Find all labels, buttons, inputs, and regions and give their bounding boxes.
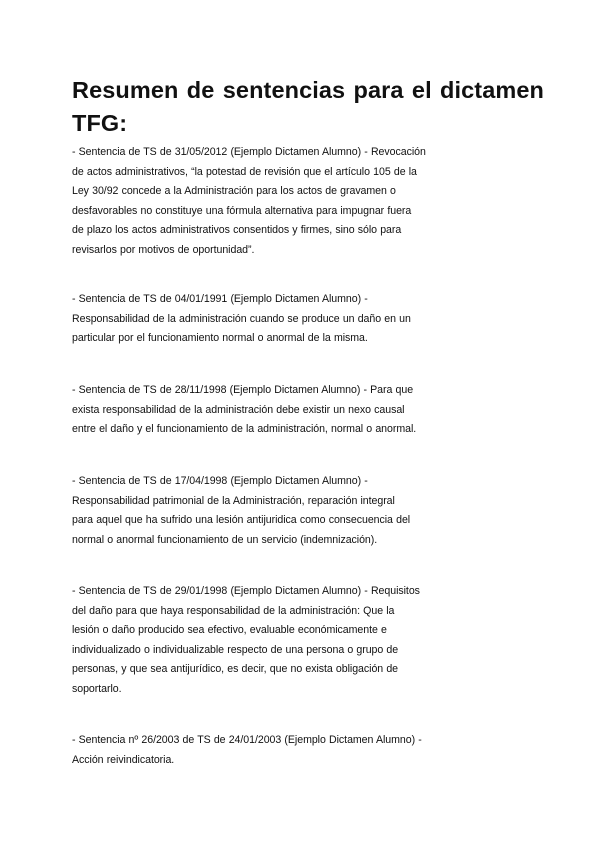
text-line: entre el daño y el funcionamiento de la administración, normal o anormal.: [72, 423, 417, 436]
text-line: desfavorables no constituye una fórmula alternativa para impugnar fuera: [72, 204, 412, 217]
text-line: - Sentencia nº 26/2003 de TS de 24/01/2003 (Ejemplo Dictamen Alumno) -: [72, 734, 422, 746]
text-line: individualizado o individualizable respecto de una persona o grupo de: [72, 643, 399, 656]
text-line: exista responsabilidad de la administración debe existir un nexo causal: [72, 403, 405, 416]
text-line: Responsabilidad patrimonial de la Administración, reparación integral: [72, 494, 395, 507]
text-line: - Sentencia de TS de 28/11/1998 (Ejemplo Dictamen Alumno) - Para que: [72, 384, 414, 396]
sentence-summary-2: [72, 290, 472, 349]
text-line: del daño para que haya responsabilidad de la administración: Que la: [72, 604, 395, 617]
text-line: - Sentencia de TS de 29/01/1998 (Ejemplo Dictamen Alumno) - Requisitos: [72, 585, 420, 597]
text-line: Ley 30/92 concede a la Administración para los actos de gravamen o: [72, 185, 396, 198]
text-line: para aquel que ha sufrido una lesión antijuridica como consecuencia del: [72, 514, 411, 527]
document-title: Resumen de sentencias para el dictamen TFG:: [72, 77, 544, 136]
sentence-summary-3: [72, 381, 472, 440]
text-line: Acción reivindicatoria.: [72, 753, 175, 766]
text-line: personas, y que sea antijurídico, es decir, que no exista obligación de: [72, 663, 399, 676]
sentence-summary-1: [72, 143, 472, 261]
text-line: - Sentencia de TS de 31/05/2012 (Ejemplo Dictamen Alumno) - Revocación: [72, 146, 426, 158]
text-line: de actos administrativos, “la potestad de revisión que el artículo 105 de la: [72, 165, 417, 178]
text-line: particular por el funcionamiento normal o anormal de la misma.: [72, 332, 368, 345]
text-line: soportarlo.: [72, 682, 122, 695]
text-line: lesión o daño producido sea efectivo, evaluable económicamente e: [72, 624, 387, 637]
sentence-summary-6: [72, 731, 472, 770]
text-line: revisarlos por motivos de oportunidad”.: [72, 243, 255, 256]
text-line: - Sentencia de TS de 17/04/1998 (Ejemplo Dictamen Alumno) -: [72, 475, 368, 487]
text-line: Responsabilidad de la administración cuando se produce un daño en un: [72, 312, 411, 325]
text-line: normal o anormal funcionamiento de un servicio (indemnización).: [72, 533, 378, 546]
sentence-summary-5: [72, 582, 472, 700]
text-line: - Sentencia de TS de 04/01/1991 (Ejemplo Dictamen Alumno) -: [72, 293, 368, 305]
sentence-summary-4: [72, 472, 472, 550]
text-line: de plazo los actos administrativos consentidos y firmes, sino sólo para: [72, 224, 402, 237]
